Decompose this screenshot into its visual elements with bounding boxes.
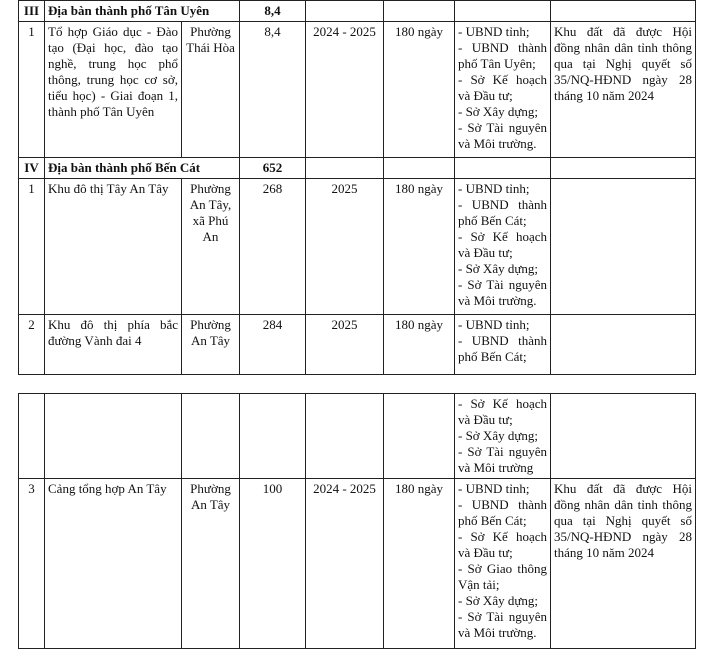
- section-area: 652: [240, 158, 306, 179]
- unit-item: - UBND tỉnh;: [458, 317, 530, 332]
- project-period: 2024 - 2025: [306, 479, 384, 649]
- unit-item: - UBND thành phố Tân Uyên;: [458, 40, 547, 71]
- table-row-continued: [19, 394, 696, 479]
- unit-item: - UBND tỉnh;: [458, 24, 530, 39]
- unit-item: - Sở Kế hoạch và Đầu tư;: [458, 229, 547, 260]
- section-row-tan-uyen: [19, 1, 696, 22]
- unit-item: - UBND tỉnh;: [458, 481, 530, 496]
- coordinating-units: [455, 22, 551, 158]
- unit-item: - Sở Kế hoạch và Đầu tư;: [458, 529, 547, 560]
- coordinating-units: [455, 394, 551, 479]
- land-plan-table-page-1: [18, 0, 696, 375]
- unit-item: - Sở Tài nguyên và Môi trường.: [458, 609, 547, 640]
- unit-item: - Sở Tài nguyên và Môi trường.: [458, 277, 547, 308]
- section-title: Địa bàn thành phố Bến Cát: [45, 158, 240, 179]
- unit-item: - Sở Xây dựng;: [458, 593, 538, 608]
- section-area: 8,4: [240, 1, 306, 22]
- unit-item: - Sở Tài nguyên và Môi trường: [458, 444, 547, 475]
- project-note: Khu đất đã được Hội đồng nhân dân tỉnh thông qua tại Nghị quyết số 35/NQ-HĐND ngày 28 tháng 10 năm 2024: [551, 479, 696, 649]
- unit-item: - Sở Kế hoạch và Đầu tư;: [458, 72, 547, 103]
- project-area: 8,4: [240, 22, 306, 158]
- section-title: Địa bàn thành phố Tân Uyên: [45, 1, 240, 22]
- unit-item: - UBND thành phố Bến Cát;: [458, 197, 547, 228]
- row-number: 3: [19, 479, 45, 649]
- unit-item: - UBND thành phố Bến Cát;: [458, 497, 547, 528]
- coordinating-units: [455, 479, 551, 649]
- row-number: 2: [19, 315, 45, 375]
- project-period: 2025: [306, 315, 384, 375]
- project-note: Khu đất đã được Hội đồng nhân dân tỉnh thông qua tại Nghị quyết số 35/NQ-HĐND ngày 28 tháng 10 năm 2024: [551, 22, 696, 158]
- unit-item: - UBND thành phố Bến Cát;: [458, 333, 547, 364]
- project-note: [551, 179, 696, 315]
- coordinating-units: [455, 179, 551, 315]
- section-number: IV: [19, 158, 45, 179]
- table-row: [19, 22, 696, 158]
- project-duration: 180 ngày: [384, 179, 455, 315]
- project-area: 284: [240, 315, 306, 375]
- unit-item: - Sở Xây dựng;: [458, 104, 538, 119]
- project-name: Khu đô thị Tây An Tây: [45, 179, 182, 315]
- project-name: Cảng tổng hợp An Tây: [45, 479, 182, 649]
- table-row: [19, 479, 696, 649]
- unit-item: - Sở Giao thông Vận tải;: [458, 561, 547, 592]
- project-location: Phường An Tây, xã Phú An: [182, 179, 240, 315]
- project-note: [551, 315, 696, 375]
- page-break: [0, 376, 701, 393]
- project-location: Phường An Tây: [182, 315, 240, 375]
- coordinating-units: [455, 315, 551, 375]
- project-name: Tổ hợp Giáo dục - Đào tạo (Đại học, đào tạo nghề, trung học phổ thông, trung học cơ sở, tiểu học) - Giai đoạn 1, thành phố Tân Uyên: [45, 22, 182, 158]
- project-name: Khu đô thị phía bắc đường Vành đai 4: [45, 315, 182, 375]
- row-number: 1: [19, 22, 45, 158]
- project-area: 100: [240, 479, 306, 649]
- unit-item: - UBND tỉnh;: [458, 181, 530, 196]
- project-location: Phường An Tây: [182, 479, 240, 649]
- project-duration: 180 ngày: [384, 479, 455, 649]
- table-row: [19, 179, 696, 315]
- project-location: Phường Thái Hòa: [182, 22, 240, 158]
- project-period: 2025: [306, 179, 384, 315]
- row-number: 1: [19, 179, 45, 315]
- unit-item: - Sở Tài nguyên và Môi trường.: [458, 120, 547, 151]
- project-duration: 180 ngày: [384, 315, 455, 375]
- unit-item: - Sở Kế hoạch và Đầu tư;: [458, 396, 547, 427]
- project-period: 2024 - 2025: [306, 22, 384, 158]
- land-plan-table-page-2: [18, 393, 696, 649]
- unit-item: - Sở Xây dựng;: [458, 261, 538, 276]
- table-row: [19, 315, 696, 375]
- section-number: III: [19, 1, 45, 22]
- unit-item: - Sở Xây dựng;: [458, 428, 538, 443]
- project-duration: 180 ngày: [384, 22, 455, 158]
- project-area: 268: [240, 179, 306, 315]
- section-row-ben-cat: [19, 158, 696, 179]
